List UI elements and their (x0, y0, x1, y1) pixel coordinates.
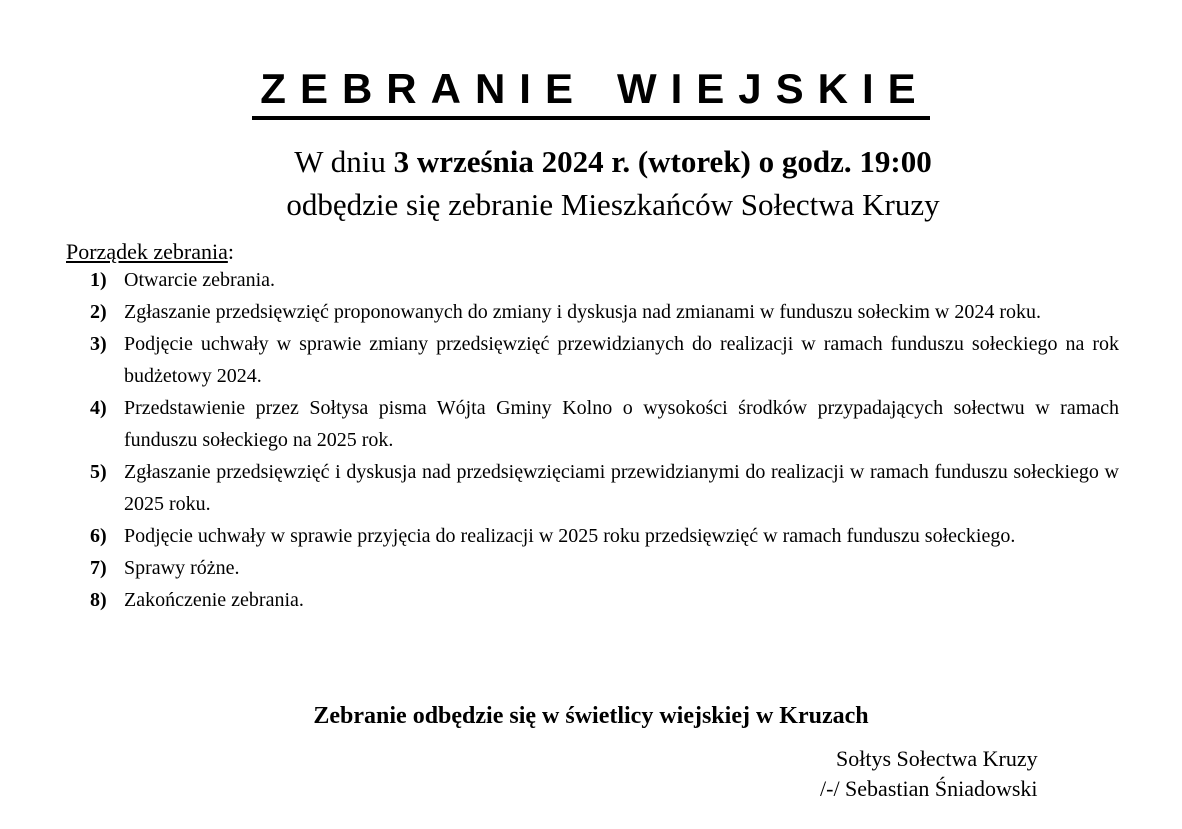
agenda-item-text: Podjęcie uchwały w sprawie przyjęcia do realizacji w 2025 roku przedsięwzięć w ramach funduszu sołeckiego. (124, 525, 1016, 547)
agenda-item-text: Zgłaszanie przedsięwzięć proponowanych do zmiany i dyskusja nad zmianami w funduszu sołeckim w 2024 roku. (124, 301, 1041, 323)
agenda-item-number: 8) (90, 589, 107, 611)
document-title-underlined (252, 62, 929, 120)
agenda-item-number: 4) (90, 397, 107, 419)
meeting-description: odbędzie się zebranie Mieszkańców Sołectwa Kruzy (286, 187, 940, 222)
meeting-location: Zebranie odbędzie się w świetlicy wiejskiej w Kruzach (313, 703, 869, 729)
agenda-item-number: 2) (90, 301, 107, 323)
agenda-item-text: Sprawy różne. (124, 557, 240, 579)
agenda-item (90, 296, 1119, 328)
agenda-item-text: Podjęcie uchwały w sprawie zmiany przedsięwzięć przewidzianych do realizacji w ramach funduszu sołeckiego na rok budżetowy 2024. (124, 333, 1119, 387)
agenda-item-text: Przedstawienie przez Sołtysa pisma Wójta Gminy Kolno o wysokości środków przypadających sołectwu w ramach funduszu sołeckiego na 2025 rok. (124, 397, 1119, 451)
agenda-heading-text: Porządek zebrania (66, 239, 228, 264)
agenda-item (90, 264, 1119, 296)
agenda-list (90, 264, 1119, 616)
agenda-item (90, 456, 1119, 520)
signature-name: /-/ Sebastian Śniadowski (820, 776, 1038, 801)
agenda-item (90, 552, 1119, 584)
meeting-date: 3 września 2024 r. (wtorek) o godz. 19:00 (393, 144, 932, 179)
agenda-item-number: 6) (90, 525, 107, 547)
title-word-2: WIEJSKIE (616, 65, 930, 112)
agenda-item-text: Otwarcie zebrania. (124, 269, 276, 291)
meeting-date-line (0, 142, 1182, 182)
agenda-item (90, 392, 1119, 456)
agenda-item-number: 3) (90, 333, 107, 355)
agenda-item-number: 1) (90, 269, 107, 291)
agenda-item-number: 5) (90, 461, 107, 483)
agenda-item-number: 7) (90, 557, 107, 579)
agenda-item-text: Zgłaszanie przedsięwzięć i dyskusja nad przedsięwzięciami przewidzianymi do realizacji w ramach funduszu sołeckiego w 2025 roku. (124, 461, 1119, 515)
agenda-item (90, 584, 1119, 616)
document-title (0, 62, 1182, 120)
agenda-item-text: Zakończenie zebrania. (124, 589, 304, 611)
title-word-1: ZEBRANIE (260, 65, 587, 112)
agenda-item (90, 328, 1119, 392)
agenda-heading (66, 238, 234, 266)
agenda-heading-colon: : (227, 239, 234, 264)
agenda-item (90, 520, 1119, 552)
signature-title: Sołtys Sołectwa Kruzy (836, 746, 1038, 771)
date-prefix: W dniu (294, 144, 394, 179)
